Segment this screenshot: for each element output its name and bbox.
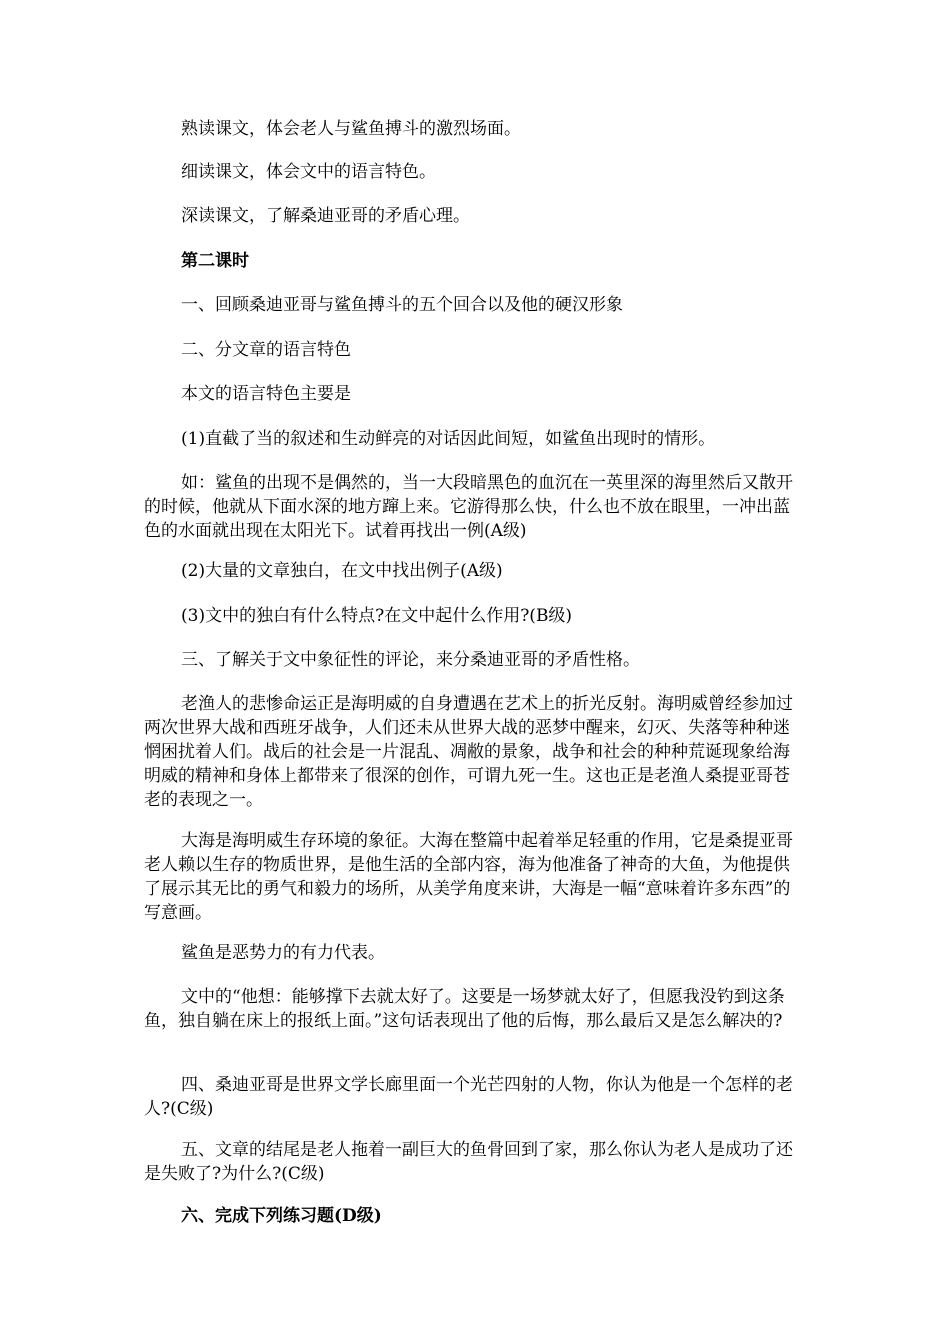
- paragraph-review: 一、回顾桑迪亚哥与鲨鱼搏斗的五个回合以及他的硬汉形象: [181, 295, 623, 315]
- paragraph-goal-1: 熟读课文，体会老人与鲨鱼搏斗的激烈场面。: [181, 119, 521, 139]
- paragraph-language-intro: 本文的语言特色主要是: [181, 384, 351, 404]
- paragraph-old-fisherman: 老渔人的悲惨命运正是海明威的自身遭遇在艺术上的折光反射。海明威曾经参加过两次世界大战和西班牙战争，人们还未从世界大战的恶梦中醒来，幻灭、失落等种种迷惘困扰着人们。战后的社会是一片混乱、凋敝的景象，战争和社会的种种荒诞现象给海明威的精神和身体上都带来了很深的创作，可谓九死一生。这也正是老渔人桑提亚哥苍老的表现之一。: [144, 694, 793, 810]
- section-heading-second-lesson: 第二课时: [181, 251, 249, 271]
- paragraph-quote: 文中的“他想：能够撑下去就太好了。这要是一场梦就太好了，但愿我没钓到这条鱼，独自躺在床上的报纸上面。”这句话表现出了他的后悔，那么最后又是怎么解决的?: [144, 987, 785, 1031]
- paragraph-shark: 鲨鱼是恶势力的有力代表。: [181, 943, 385, 963]
- paragraph-symbolism-heading: 三、了解关于文中象征性的评论，来分桑迪亚哥的矛盾性格。: [181, 650, 640, 670]
- paragraph-language-heading: 二、分文章的语言特色: [181, 340, 351, 360]
- paragraph-language-point-2: (2)大量的文章独白，在文中找出例子(A级): [181, 561, 503, 581]
- paragraph-question-four: 四、桑迪亚哥是世界文学长廊里面一个光芒四射的人物，你认为他是一个怎样的老人?(C级): [144, 1075, 793, 1119]
- paragraph-language-point-3: (3)文中的独白有什么特点?在文中起什么作用?(B级): [181, 606, 573, 626]
- paragraph-goal-3: 深读课文，了解桑迪亚哥的矛盾心理。: [181, 206, 470, 226]
- paragraph-goal-2: 细读课文，体会文中的语言特色。: [181, 162, 436, 182]
- paragraph-language-point-1: (1)直截了当的叙述和生动鲜亮的对话因此间短，如鲨鱼出现时的情形。: [181, 429, 716, 449]
- paragraph-example: 如：鲨鱼的出现不是偶然的，当一大段暗黑色的血沉在一英里深的海里然后又散开的时候，他就从下面水深的地方蹿上来。它游得那么快，什么也不放在眼里，一冲出蓝色的水面就出现在太阳光下。试着再找出一例(A级): [144, 473, 793, 541]
- paragraph-question-five: 五、文章的结尾是老人拖着一副巨大的鱼骨回到了家，那么你认为老人是成功了还是失败了?为什么?(C级): [144, 1140, 793, 1184]
- section-heading-exercises: 六、完成下列练习题(D级): [181, 1206, 382, 1226]
- paragraph-sea: 大海是海明威生存环境的象征。大海在整篇中起着举足轻重的作用，它是桑提亚哥老人赖以生存的物质世界，是他生活的全部内容，海为他准备了神奇的大鱼，为他提供了展示其无比的勇气和毅力的场所，从美学角度来讲，大海是一幅“意味着许多东西”的写意画。: [144, 831, 793, 923]
